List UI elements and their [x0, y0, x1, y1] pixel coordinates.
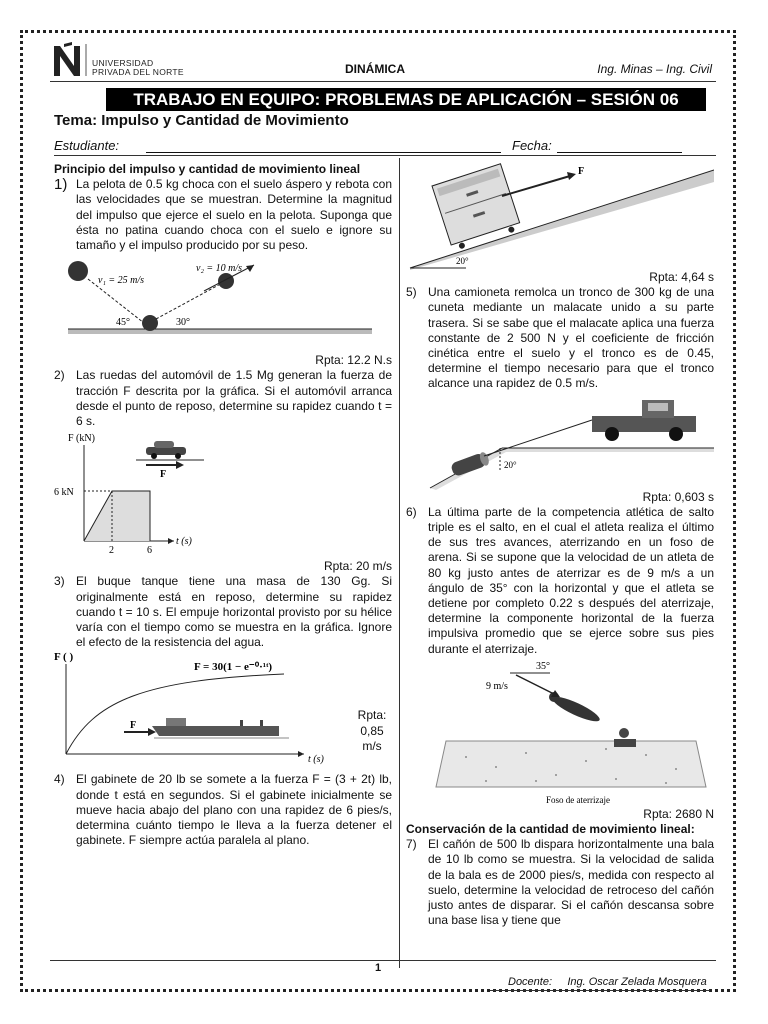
angle1-label: 45°: [116, 317, 130, 329]
triple-jump-figure: [406, 657, 714, 807]
speed-label: 9 m/s: [486, 680, 508, 692]
cabinet-incline-figure: [406, 162, 714, 270]
answer-1: Rpta: 12.2 N.s: [315, 353, 392, 368]
y-tick-label: 6 kN: [54, 487, 74, 499]
page-number: 1: [375, 962, 382, 974]
problem-text: Una camioneta remolca un tronco de 300 kg de una cuneta mediante un malacate unido a su parte trasera. Si se sabe que el malacate aplica una fuerza constante de 2 500 N y el coeficiente de fricción cinética entre el suelo y el tronco es de 0.45, determine el tiempo necesario para que el tronco alcance una rapidez de 0.5 m/s.: [428, 285, 714, 391]
angle-label: 20°: [456, 256, 469, 266]
problem-7: [406, 837, 714, 928]
athlete-jumping-icon: [549, 692, 602, 725]
docente-credit: [508, 976, 707, 988]
left-column: [54, 162, 392, 848]
problem-number: 7): [406, 837, 417, 852]
force-label: F: [578, 166, 585, 177]
ball-rebound-icon: [218, 273, 234, 289]
force-label: F: [130, 720, 137, 732]
tanker-figure-row: [54, 650, 392, 772]
problem-number: 4): [54, 772, 65, 787]
problem-number: 3): [54, 574, 65, 589]
force-label: F: [160, 469, 167, 481]
logo-line2: PRIVADA DEL NORTE: [92, 67, 184, 77]
v2-label: v₂ = 10 m/s: [196, 263, 243, 275]
tanker-ship-icon: [152, 718, 289, 738]
student-label: Estudiante:: [54, 138, 120, 153]
x-tick-2: 2: [109, 545, 114, 557]
problem-number: 5): [406, 285, 417, 300]
worksheet-page: [50, 40, 716, 990]
answer-6: Rpta: 2680 N: [643, 806, 714, 821]
answer-2: Rpta: 20 m/s: [323, 559, 392, 574]
angle-label: 20°: [504, 459, 517, 470]
figure-caption: Foso de aterrizaje: [546, 794, 610, 805]
tanker-thrust-graph: [54, 650, 392, 772]
docente-underline: [490, 990, 710, 991]
docente-name: Ing. Oscar Zelada Mosquera: [567, 976, 707, 988]
problem-3: [54, 574, 392, 650]
athlete-landed-icon: [614, 728, 636, 747]
programs: Ing. Minas – Ing. Civil: [597, 62, 712, 76]
fecha-blank: [557, 152, 682, 153]
v1-label: v₁ = 25 m/s: [98, 275, 145, 287]
student-blank: [146, 152, 501, 153]
answer-3: Rpta: 0,85 m/s: [357, 708, 387, 753]
footer-divider: [50, 960, 716, 961]
logo-text: [92, 59, 184, 77]
truck-log-figure: [406, 392, 714, 490]
problem-text: El buque tanque tiene una masa de 130 Gg. Si originalmente está en reposo, determine su rapidez cuando t = 10 s. El empuje horizontal provisto por su hélice varía con el tiempo como se muestra en la gráfica. Ignore el efecto de la resistencia del agua.: [76, 574, 392, 650]
problem-2: [54, 368, 392, 429]
problem-number: 6): [406, 504, 417, 519]
docente-label: Docente:: [508, 976, 553, 988]
problem-number: 2): [54, 368, 65, 383]
problem-6: [406, 505, 714, 657]
angle2-label: 30°: [176, 317, 190, 329]
y-axis-label: F (kN): [68, 433, 95, 445]
problem-text: El gabinete de 20 lb se somete a la fuerza F = (3 + 2t) lb, donde t está en segundos. Si el gabinete inicialmente se mueve hacia abajo del plano con una rapidez de 6 pies/s, determina cuánto tiempo le lleva a la fuerza detener el gabinete. F siempre actúa paralela al plano.: [76, 772, 392, 848]
problem-number: 1): [54, 176, 68, 194]
log-icon: [450, 451, 490, 477]
traction-force-graph: [54, 429, 392, 559]
right-column: [406, 162, 714, 928]
car-icon: [146, 441, 186, 459]
problem-5: [406, 285, 714, 391]
logo-line1: UNIVERSIDAD: [92, 58, 154, 68]
answer-5: Rpta: 0,603 s: [642, 489, 714, 504]
problem-text: La pelota de 0.5 kg choca con el suelo áspero y rebota con las velocidades que se muestran. Determine la magnitud del impulso que ejerce el suelo en la pelota. Suponga que ésta no patina cuando choca con el suelo e ignore su tamaño y el impulso producido por su peso.: [76, 177, 392, 253]
problem-text: La última parte de la competencia atlética de salto triple es el salto, en el cual el atleta realiza el último de sus tres avances, aterrizando en un foso de arena. Si se supone que la velocidad de un atleta de 80 kg justo antes de aterrizar es de 9 m/s a un ángulo de 35° con la horizontal y que el atleta se detiene por completo 0.22 s después del aterrizaje, determine la componente horizontal de la fuerza impulsiva promedio que se ejerce sobre sus pies durante el aterrizaje.: [428, 504, 714, 656]
university-logo: [50, 40, 210, 80]
course-name: DINÁMICA: [345, 62, 405, 76]
column-divider: [399, 158, 400, 968]
section-title-conservation: Conservación de la cantidad de movimiento lineal:: [406, 822, 695, 837]
ball-bounce-figure: [54, 253, 392, 353]
upn-n-icon: [50, 40, 90, 80]
problem-4: [54, 772, 392, 848]
problem-text: Las ruedas del automóvil de 1.5 Mg generan la fuerza de tracción F descrita por la gráfica. Si el automóvil arranca desde el punto de reposo, determine su rapidez cuando t = 6 s.: [76, 368, 392, 429]
problem-text: El cañón de 500 lb dispara horizontalmente una bala de 10 lb como se muestra. Si la velocidad de salida de la bala es de 2000 pies/s, medida con respecto al suelo, determine la velocidad de retroceso del cañón justo antes de disparar. Si el cañón descansa sobre una base lisa y tiene que: [428, 837, 714, 928]
force-equation: F = 30(1 − e⁻⁰·¹ᵗ): [194, 661, 273, 674]
angle-label: 35°: [536, 660, 550, 672]
x-tick-6: 6: [147, 545, 152, 557]
fecha-label: Fecha:: [512, 138, 552, 153]
topic: Tema: Impulso y Cantidad de Movimiento: [54, 112, 349, 129]
x-axis-label: t (s): [308, 754, 324, 766]
answer-4: Rpta: 4,64 s: [649, 270, 714, 284]
problem-1: [54, 177, 392, 253]
page-header: [50, 40, 716, 82]
pickup-truck-icon: [592, 400, 696, 441]
y-axis-label: F ( ): [54, 651, 74, 664]
section-title-impulse: Principio del impulso y cantidad de movimiento lineal: [54, 162, 361, 176]
ball-incoming-icon: [68, 261, 88, 281]
ball-impact-icon: [142, 315, 158, 331]
x-axis-label: t (s): [176, 536, 192, 548]
page-title: TRABAJO EN EQUIPO: PROBLEMAS DE APLICACIÓN – SESIÓN 06: [106, 88, 706, 111]
student-row: [54, 138, 716, 156]
